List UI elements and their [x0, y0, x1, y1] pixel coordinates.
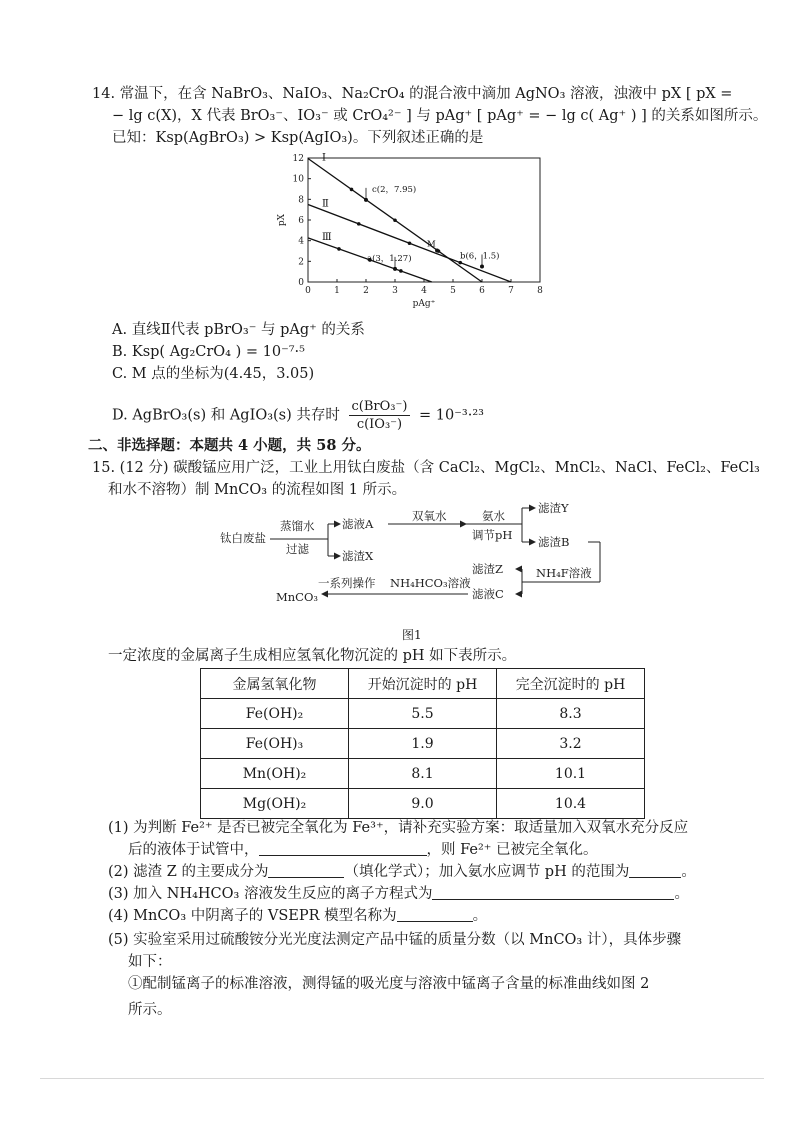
flow-residue-z: 滤渣Z: [472, 562, 503, 576]
flow-filtrate-a: 滤液A: [342, 517, 374, 531]
x-tick-label: 0: [305, 286, 311, 296]
series-marker: [350, 188, 354, 192]
y-tick-label: 6: [298, 216, 304, 226]
q15-sub1-line2: [128, 840, 598, 860]
q14-option-a: A. 直线Ⅱ代表 pBrO₃⁻ 与 pAg⁺ 的关系: [112, 322, 365, 338]
flow-residue-b: 滤渣B: [538, 535, 570, 549]
option-d-suffix: = 10⁻³·²³: [419, 407, 484, 424]
process-flow-diagram: [210, 495, 620, 615]
flow-step3-top: 氨水: [482, 509, 505, 523]
plot-frame: [308, 158, 540, 282]
sub4-text-end: 。: [472, 908, 488, 924]
table-cell: 9.0: [349, 789, 497, 819]
flow-step3-bottom: 调节pH: [472, 528, 513, 542]
table-cell: 1.9: [349, 729, 497, 759]
px-vs-pag-chart: [270, 148, 560, 310]
q14-option-b: B. Ksp( Ag₂CrO₄ ) = 10⁻⁷·⁵: [112, 344, 305, 360]
y-tick-label: 8: [298, 195, 304, 206]
q15-sub5-line3: ①配制锰离子的标准溶液，测得锰的吸光度与溶液中锰离子含量的标准曲线如图 2: [128, 976, 650, 992]
q15-sub1-line1: (1) 为判断 Fe²⁺ 是否已被完全氧化为 Fe³⁺，请补充实验方案：取适量加入双氧水充分反应: [108, 820, 689, 836]
x-tick-label: 4: [421, 286, 427, 296]
option-d-fraction: [349, 398, 411, 433]
x-tick-label: 7: [508, 286, 514, 296]
q15-stem-line2: 和水不溶物）制 MnCO₃ 的流程如图 1 所示。: [108, 482, 407, 498]
annotation-label: c(2，7.95): [372, 184, 417, 195]
q14-stem-line1: 14. 常温下，在含 NaBrO₃、NaIO₃、Na₂CrO₄ 的混合液中滴加 AgNO₃ 溶液，浊液中 pX [ pX =: [92, 86, 733, 102]
y-tick-label: 10: [292, 174, 304, 185]
table-row: [201, 729, 645, 759]
sub1-text-post: ，则 Fe²⁺ 已被完全氧化。: [426, 842, 598, 858]
q15-sub2: [108, 862, 696, 882]
series-label: Ⅲ: [322, 231, 332, 243]
x-tick-label: 2: [363, 286, 369, 296]
sub3-text-end: 。: [674, 886, 689, 902]
fraction-numerator: c(BrO₃⁻): [349, 398, 411, 416]
flow-step1-bottom: 过滤: [286, 542, 309, 556]
q14-option-d: [112, 398, 484, 433]
sub1-text-pre: 后的液体于试管中，: [128, 842, 259, 858]
x-tick-label: 6: [479, 286, 485, 296]
series-label: Ⅰ: [322, 152, 326, 164]
q15-stem-line1: 15. (12 分) 碳酸锰应用广泛，工业上用钛白废盐（含 CaCl₂、MgCl₂、MnCl₂、NaCl、FeCl₂、FeCl₃: [92, 460, 760, 476]
flow-step2: 双氧水: [412, 509, 447, 523]
flow-step6: 一系列操作: [318, 576, 376, 590]
x-tick-label: 5: [450, 286, 456, 296]
x-axis-label: pAg⁺: [412, 299, 436, 309]
table-header-row: [201, 669, 645, 699]
figure-1-caption: 图1: [402, 628, 422, 642]
table-cell: Fe(OH)₂: [201, 699, 349, 729]
q14-stem-line2: − lg c(X)，X 代表 BrO₃⁻、IO₃⁻ 或 CrO₄²⁻ ] 与 pAg⁺ [ pAg⁺ = − lg c( Ag⁺ ) ] 的关系如图所示。: [112, 108, 768, 124]
table-header: 完全沉淀时的 pH: [497, 669, 645, 699]
table-intro: 一定浓度的金属离子生成相应氢氧化物沉淀的 pH 如下表所示。: [108, 648, 517, 664]
fraction-denominator: c(IO₃⁻): [356, 417, 403, 432]
table-cell: Mn(OH)₂: [201, 759, 349, 789]
series-marker: [357, 222, 361, 226]
table-row: [201, 699, 645, 729]
table-header: 开始沉淀时的 pH: [349, 669, 497, 699]
footer-rule: [40, 1078, 764, 1079]
series-label: Ⅱ: [322, 198, 329, 210]
table-cell: 5.5: [349, 699, 497, 729]
option-d-prefix: D. AgBrO₃(s) 和 AgIO₃(s) 共存时: [112, 407, 340, 424]
y-tick-label: 2: [298, 257, 304, 268]
annotation-label: M: [427, 239, 436, 250]
flow-step5: NH₄HCO₃溶液: [390, 576, 471, 590]
table-header: 金属氢氧化物: [201, 669, 349, 699]
table-row: [201, 789, 645, 819]
table-cell: 10.4: [497, 789, 645, 819]
answer-blank-2b[interactable]: [629, 862, 681, 878]
sub2-text-end: 。: [681, 864, 696, 880]
series-marker: [393, 218, 397, 222]
flow-product: MnCO₃: [276, 590, 319, 604]
table-cell: 8.1: [349, 759, 497, 789]
x-tick-label: 8: [537, 286, 543, 296]
flow-filtrate-c: 滤液C: [472, 587, 504, 601]
annotation-label: a(3，1.27): [367, 253, 412, 264]
sub2-text-mid: （填化学式）；加入氨水应调节 pH 的范围为: [344, 864, 630, 880]
series-marker: [337, 247, 341, 251]
sub3-text-pre: (3) 加入 NH₄HCO₃ 溶液发生反应的离子方程式为: [108, 886, 433, 902]
answer-blank-3[interactable]: [432, 884, 674, 900]
table-cell: Mg(OH)₂: [201, 789, 349, 819]
y-tick-label: 4: [298, 236, 304, 247]
y-tick-label: 0: [298, 278, 304, 288]
q14-stem-line3: 已知：Ksp(AgBrO₃) > Ksp(AgIO₃)。下列叙述正确的是: [112, 130, 484, 146]
sub4-text-pre: (4) MnCO₃ 中阴离子的 VSEPR 模型名称为: [108, 908, 397, 924]
q14-option-c: C. M 点的坐标为(4.45，3.05): [112, 366, 315, 382]
ph-table: [200, 668, 645, 819]
series-marker: [408, 241, 412, 245]
annotation-label: b(6，1.5): [460, 251, 500, 262]
table-cell: 10.1: [497, 759, 645, 789]
answer-blank-4[interactable]: [397, 906, 473, 922]
answer-blank-2a[interactable]: [268, 862, 344, 878]
x-tick-label: 1: [334, 286, 340, 296]
y-axis-label: pX: [277, 213, 287, 227]
flow-step1-top: 蒸馏水: [280, 519, 315, 533]
q15-sub5-line1: (5) 实验室采用过硫酸铵分光光度法测定产品中锰的质量分数（以 MnCO₃ 计），具体步骤: [108, 932, 682, 948]
section-heading: 二、非选择题：本题共 4 小题，共 58 分。: [88, 437, 371, 454]
x-tick-label: 3: [392, 286, 398, 296]
flow-residue-y: 滤渣Y: [538, 501, 569, 515]
flow-start: 钛白废盐: [220, 531, 266, 545]
q15-sub5-line4: 所示。: [128, 1002, 172, 1018]
series-marker: [399, 269, 403, 273]
table-cell: 3.2: [497, 729, 645, 759]
y-tick-label: 12: [292, 154, 304, 164]
flow-residue-x: 滤渣X: [342, 549, 374, 563]
flow-step4: NH₄F溶液: [536, 566, 592, 580]
chart-annotations: [364, 184, 500, 271]
answer-blank-1[interactable]: [259, 840, 427, 856]
table-row: [201, 759, 645, 789]
q15-sub5-line2: 如下：: [128, 954, 172, 970]
table-cell: Fe(OH)₃: [201, 729, 349, 759]
table-cell: 8.3: [497, 699, 645, 729]
q15-sub4: [108, 906, 487, 926]
q15-sub3: [108, 884, 689, 904]
sub2-text-pre: (2) 滤渣 Z 的主要成分为: [108, 864, 269, 880]
